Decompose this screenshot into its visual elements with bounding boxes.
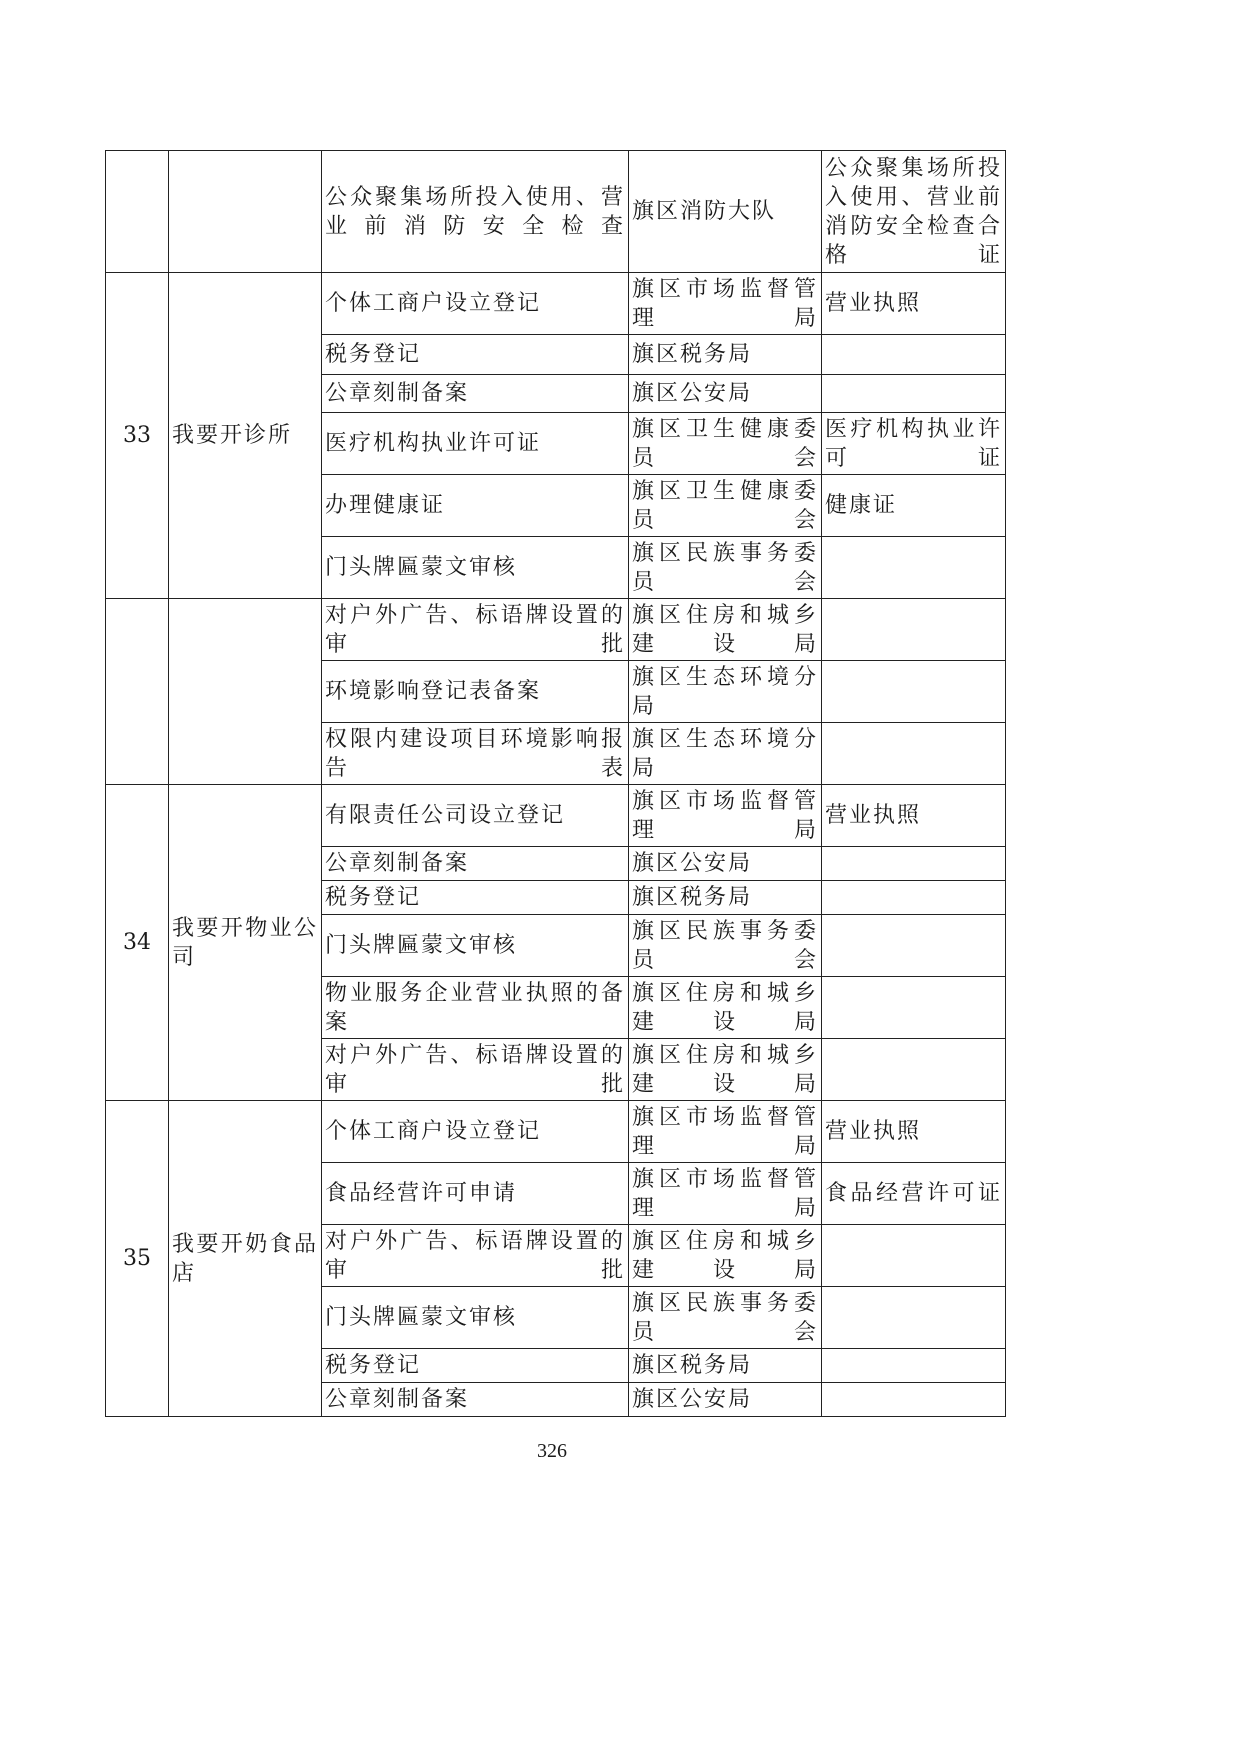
certificate-cell: 营业执照 (822, 785, 1006, 847)
item-number: 35 (106, 1101, 169, 1417)
service-cell: 税务登记 (322, 335, 629, 375)
department-cell: 旗区公安局 (629, 847, 822, 881)
table-row (106, 273, 1006, 335)
item-name: 我要开奶食品店 (169, 1101, 322, 1417)
service-cell: 门头牌匾蒙文审核 (322, 915, 629, 977)
item-name: 我要开诊所 (169, 273, 322, 599)
service-cell: 医疗机构执业许可证 (322, 413, 629, 475)
department-cell: 旗区税务局 (629, 335, 822, 375)
department-cell: 旗区公安局 (629, 375, 822, 413)
department-cell: 旗区民族事务委员会 (629, 1287, 822, 1349)
service-cell: 税务登记 (322, 1349, 629, 1383)
service-cell: 对户外广告、标语牌设置的审批 (322, 1039, 629, 1101)
item-name (169, 599, 322, 785)
table-row (106, 599, 1006, 661)
service-cell: 物业服务企业营业执照的备案 (322, 977, 629, 1039)
service-cell: 个体工商户设立登记 (322, 273, 629, 335)
service-cell: 公章刻制备案 (322, 375, 629, 413)
certificate-cell (822, 723, 1006, 785)
certificate-cell (822, 375, 1006, 413)
service-cell: 税务登记 (322, 881, 629, 915)
department-cell: 旗区住房和城乡建设局 (629, 1225, 822, 1287)
service-cell: 公章刻制备案 (322, 1383, 629, 1417)
certificate-cell (822, 977, 1006, 1039)
department-cell: 旗区民族事务委员会 (629, 537, 822, 599)
certificate-cell (822, 661, 1006, 723)
service-cell: 有限责任公司设立登记 (322, 785, 629, 847)
table-row (106, 151, 1006, 273)
certificate-cell (822, 1039, 1006, 1101)
certificate-cell (822, 1287, 1006, 1349)
service-cell: 环境影响登记表备案 (322, 661, 629, 723)
department-cell: 旗区市场监督管理局 (629, 273, 822, 335)
service-cell: 对户外广告、标语牌设置的审批 (322, 1225, 629, 1287)
certificate-cell: 营业执照 (822, 273, 1006, 335)
department-cell: 旗区住房和城乡建设局 (629, 599, 822, 661)
certificate-cell (822, 599, 1006, 661)
service-cell: 门头牌匾蒙文审核 (322, 537, 629, 599)
service-cell: 食品经营许可申请 (322, 1163, 629, 1225)
department-cell: 旗区市场监督管理局 (629, 1163, 822, 1225)
department-cell: 旗区卫生健康委员会 (629, 475, 822, 537)
certificate-cell (822, 915, 1006, 977)
department-cell: 旗区市场监督管理局 (629, 785, 822, 847)
department-cell: 旗区税务局 (629, 1349, 822, 1383)
certificate-cell: 食品经营许可证 (822, 1163, 1006, 1225)
service-cell: 权限内建设项目环境影响报告表 (322, 723, 629, 785)
service-cell: 公章刻制备案 (322, 847, 629, 881)
item-number (106, 151, 169, 273)
certificate-cell (822, 1383, 1006, 1417)
department-cell: 旗区消防大队 (629, 151, 822, 273)
service-cell: 个体工商户设立登记 (322, 1101, 629, 1163)
item-number: 34 (106, 785, 169, 1101)
department-cell: 旗区生态环境分局 (629, 661, 822, 723)
certificate-cell: 医疗机构执业许可证 (822, 413, 1006, 475)
certificate-cell: 健康证 (822, 475, 1006, 537)
table-row (106, 1101, 1006, 1163)
services-table (105, 150, 1006, 1417)
department-cell: 旗区生态环境分局 (629, 723, 822, 785)
department-cell: 旗区市场监督管理局 (629, 1101, 822, 1163)
certificate-cell (822, 335, 1006, 375)
department-cell: 旗区税务局 (629, 881, 822, 915)
department-cell: 旗区民族事务委员会 (629, 915, 822, 977)
department-cell: 旗区公安局 (629, 1383, 822, 1417)
item-number (106, 599, 169, 785)
certificate-cell: 营业执照 (822, 1101, 1006, 1163)
service-cell: 公众聚集场所投入使用、营业前消防安全检查 (322, 151, 629, 273)
service-cell: 办理健康证 (322, 475, 629, 537)
item-name (169, 151, 322, 273)
service-cell: 门头牌匾蒙文审核 (322, 1287, 629, 1349)
page-number: 326 (537, 1440, 567, 1462)
department-cell: 旗区卫生健康委员会 (629, 413, 822, 475)
service-cell: 对户外广告、标语牌设置的审批 (322, 599, 629, 661)
certificate-cell (822, 1349, 1006, 1383)
department-cell: 旗区住房和城乡建设局 (629, 977, 822, 1039)
certificate-cell: 公众聚集场所投入使用、营业前消防安全检查合格证 (822, 151, 1006, 273)
item-number: 33 (106, 273, 169, 599)
item-name: 我要开物业公司 (169, 785, 322, 1101)
department-cell: 旗区住房和城乡建设局 (629, 1039, 822, 1101)
table-row (106, 785, 1006, 847)
certificate-cell (822, 847, 1006, 881)
certificate-cell (822, 1225, 1006, 1287)
certificate-cell (822, 537, 1006, 599)
certificate-cell (822, 881, 1006, 915)
